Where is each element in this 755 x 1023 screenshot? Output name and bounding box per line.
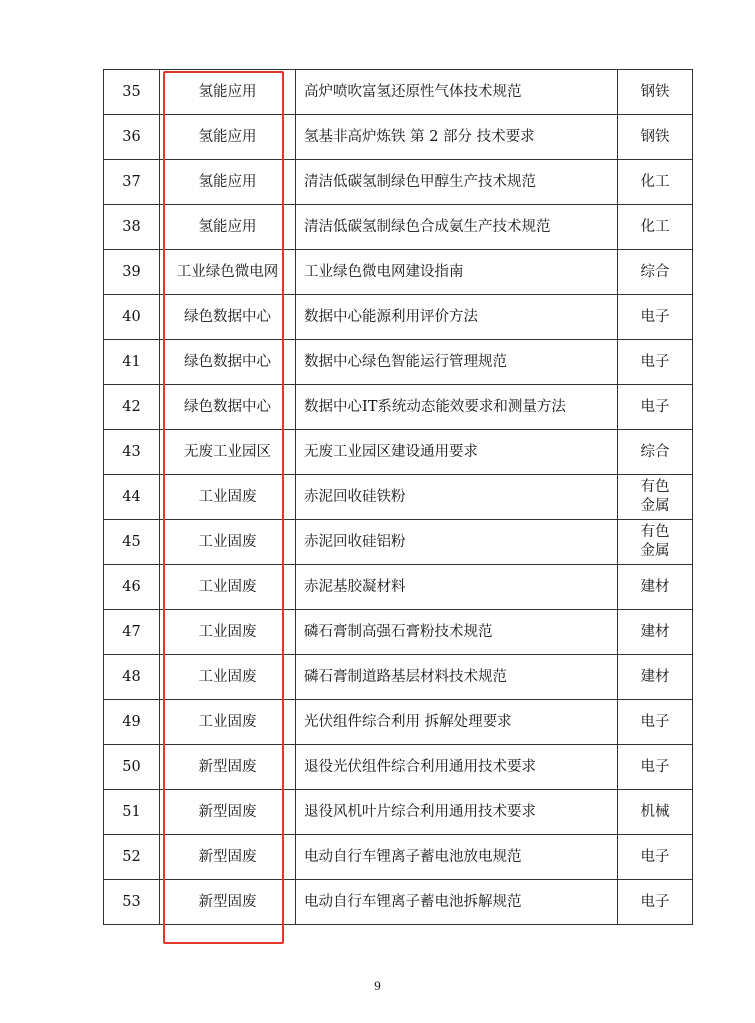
- industry-cell: [618, 655, 693, 700]
- table-row: [104, 835, 693, 880]
- row-number-cell: 47: [104, 610, 160, 655]
- table-row: [104, 880, 693, 925]
- row-number-cell: 36: [104, 115, 160, 160]
- standard-name-cell: 磷石膏制道路基层材料技术规范: [296, 655, 618, 700]
- category-cell: 氢能应用: [160, 160, 296, 205]
- industry-cell: [618, 115, 693, 160]
- industry-label: 化工: [640, 218, 670, 235]
- row-number-cell: 45: [104, 520, 160, 565]
- industry-label: 钢铁: [640, 83, 670, 100]
- industry-cell: [618, 160, 693, 205]
- industry-label: 电子: [640, 713, 670, 730]
- industry-label: 综合: [640, 263, 670, 280]
- row-number-cell: 37: [104, 160, 160, 205]
- row-number-cell: 35: [104, 70, 160, 115]
- industry-label: 建材: [640, 578, 670, 595]
- table-row: [104, 295, 693, 340]
- industry-cell: [618, 70, 693, 115]
- category-cell: 新型固废: [160, 880, 296, 925]
- standard-name-cell: 数据中心能源利用评价方法: [296, 295, 618, 340]
- page-number: 9: [374, 978, 381, 993]
- row-number-cell: 44: [104, 475, 160, 520]
- row-number-cell: 41: [104, 340, 160, 385]
- industry-label: 电子: [640, 758, 670, 775]
- category-cell: 氢能应用: [160, 115, 296, 160]
- standard-name-cell: 光伏组件综合利用 拆解处理要求: [296, 700, 618, 745]
- industry-cell: [618, 430, 693, 475]
- industry-cell: [618, 565, 693, 610]
- category-cell: 绿色数据中心: [160, 340, 296, 385]
- row-number-cell: 53: [104, 880, 160, 925]
- industry-label: 电子: [640, 353, 670, 370]
- standard-name-cell: 氢基非高炉炼铁 第 2 部分 技术要求: [296, 115, 618, 160]
- category-cell: 工业固废: [160, 520, 296, 565]
- category-cell: 新型固废: [160, 835, 296, 880]
- table-row: [104, 115, 693, 160]
- industry-cell: [618, 745, 693, 790]
- industry-cell: [618, 610, 693, 655]
- row-number-cell: 49: [104, 700, 160, 745]
- standard-name-cell: 赤泥回收硅铁粉: [296, 475, 618, 520]
- category-cell: 工业固废: [160, 610, 296, 655]
- table-row: [104, 700, 693, 745]
- category-cell: 新型固废: [160, 745, 296, 790]
- industry-cell: [618, 790, 693, 835]
- table-row: [104, 745, 693, 790]
- table-row: [104, 475, 693, 520]
- industry-cell: [618, 475, 693, 520]
- standards-table: [103, 69, 693, 925]
- industry-label: 钢铁: [640, 128, 670, 145]
- table-row: [104, 205, 693, 250]
- row-number-cell: 46: [104, 565, 160, 610]
- row-number-cell: 43: [104, 430, 160, 475]
- category-cell: 氢能应用: [160, 70, 296, 115]
- standard-name-cell: 无废工业园区建设通用要求: [296, 430, 618, 475]
- table-row: [104, 520, 693, 565]
- industry-label: 电子: [640, 848, 670, 865]
- table-row: [104, 160, 693, 205]
- table-row: [104, 790, 693, 835]
- standard-name-cell: 清洁低碳氢制绿色合成氨生产技术规范: [296, 205, 618, 250]
- industry-label: 电子: [640, 893, 670, 910]
- standard-name-cell: 赤泥回收硅铝粉: [296, 520, 618, 565]
- standard-name-cell: 电动自行车锂离子蓄电池拆解规范: [296, 880, 618, 925]
- row-number-cell: 48: [104, 655, 160, 700]
- table-row: [104, 430, 693, 475]
- industry-cell: [618, 880, 693, 925]
- category-cell: 绿色数据中心: [160, 295, 296, 340]
- category-cell: 工业固废: [160, 655, 296, 700]
- table-row: [104, 340, 693, 385]
- standard-name-cell: 清洁低碳氢制绿色甲醇生产技术规范: [296, 160, 618, 205]
- row-number-cell: 51: [104, 790, 160, 835]
- row-number-cell: 40: [104, 295, 160, 340]
- category-cell: 工业固废: [160, 565, 296, 610]
- industry-cell: [618, 385, 693, 430]
- row-number-cell: 50: [104, 745, 160, 790]
- table-row: [104, 610, 693, 655]
- table-row: [104, 655, 693, 700]
- industry-cell: [618, 295, 693, 340]
- standard-name-cell: 磷石膏制高强石膏粉技术规范: [296, 610, 618, 655]
- industry-cell: [618, 205, 693, 250]
- table-row: [104, 565, 693, 610]
- industry-label: 有色金属: [640, 524, 670, 559]
- category-cell: 氢能应用: [160, 205, 296, 250]
- table-row: [104, 250, 693, 295]
- industry-cell: [618, 700, 693, 745]
- table-row: [104, 70, 693, 115]
- standard-name-cell: 电动自行车锂离子蓄电池放电规范: [296, 835, 618, 880]
- industry-cell: [618, 340, 693, 385]
- category-cell: 绿色数据中心: [160, 385, 296, 430]
- category-cell: 无废工业园区: [160, 430, 296, 475]
- standard-name-cell: 数据中心IT系统动态能效要求和测量方法: [296, 385, 618, 430]
- standard-name-cell: 数据中心绿色智能运行管理规范: [296, 340, 618, 385]
- industry-label: 建材: [640, 668, 670, 685]
- row-number-cell: 42: [104, 385, 160, 430]
- industry-cell: [618, 520, 693, 565]
- industry-label: 机械: [640, 803, 670, 820]
- standard-name-cell: 退役光伏组件综合利用通用技术要求: [296, 745, 618, 790]
- row-number-cell: 52: [104, 835, 160, 880]
- category-cell: 工业固废: [160, 475, 296, 520]
- standard-name-cell: 退役风机叶片综合利用通用技术要求: [296, 790, 618, 835]
- industry-label: 电子: [640, 398, 670, 415]
- industry-cell: [618, 250, 693, 295]
- table-row: [104, 385, 693, 430]
- industry-label: 建材: [640, 623, 670, 640]
- industry-label: 综合: [640, 443, 670, 460]
- industry-cell: [618, 835, 693, 880]
- standard-name-cell: 高炉喷吹富氢还原性气体技术规范: [296, 70, 618, 115]
- industry-label: 电子: [640, 308, 670, 325]
- category-cell: 工业绿色微电网: [160, 250, 296, 295]
- standard-name-cell: 工业绿色微电网建设指南: [296, 250, 618, 295]
- row-number-cell: 38: [104, 205, 160, 250]
- category-cell: 新型固废: [160, 790, 296, 835]
- standards-table-body: [104, 70, 693, 925]
- industry-label: 有色金属: [640, 479, 670, 514]
- industry-label: 化工: [640, 173, 670, 190]
- row-number-cell: 39: [104, 250, 160, 295]
- category-cell: 工业固废: [160, 700, 296, 745]
- standard-name-cell: 赤泥基胶凝材料: [296, 565, 618, 610]
